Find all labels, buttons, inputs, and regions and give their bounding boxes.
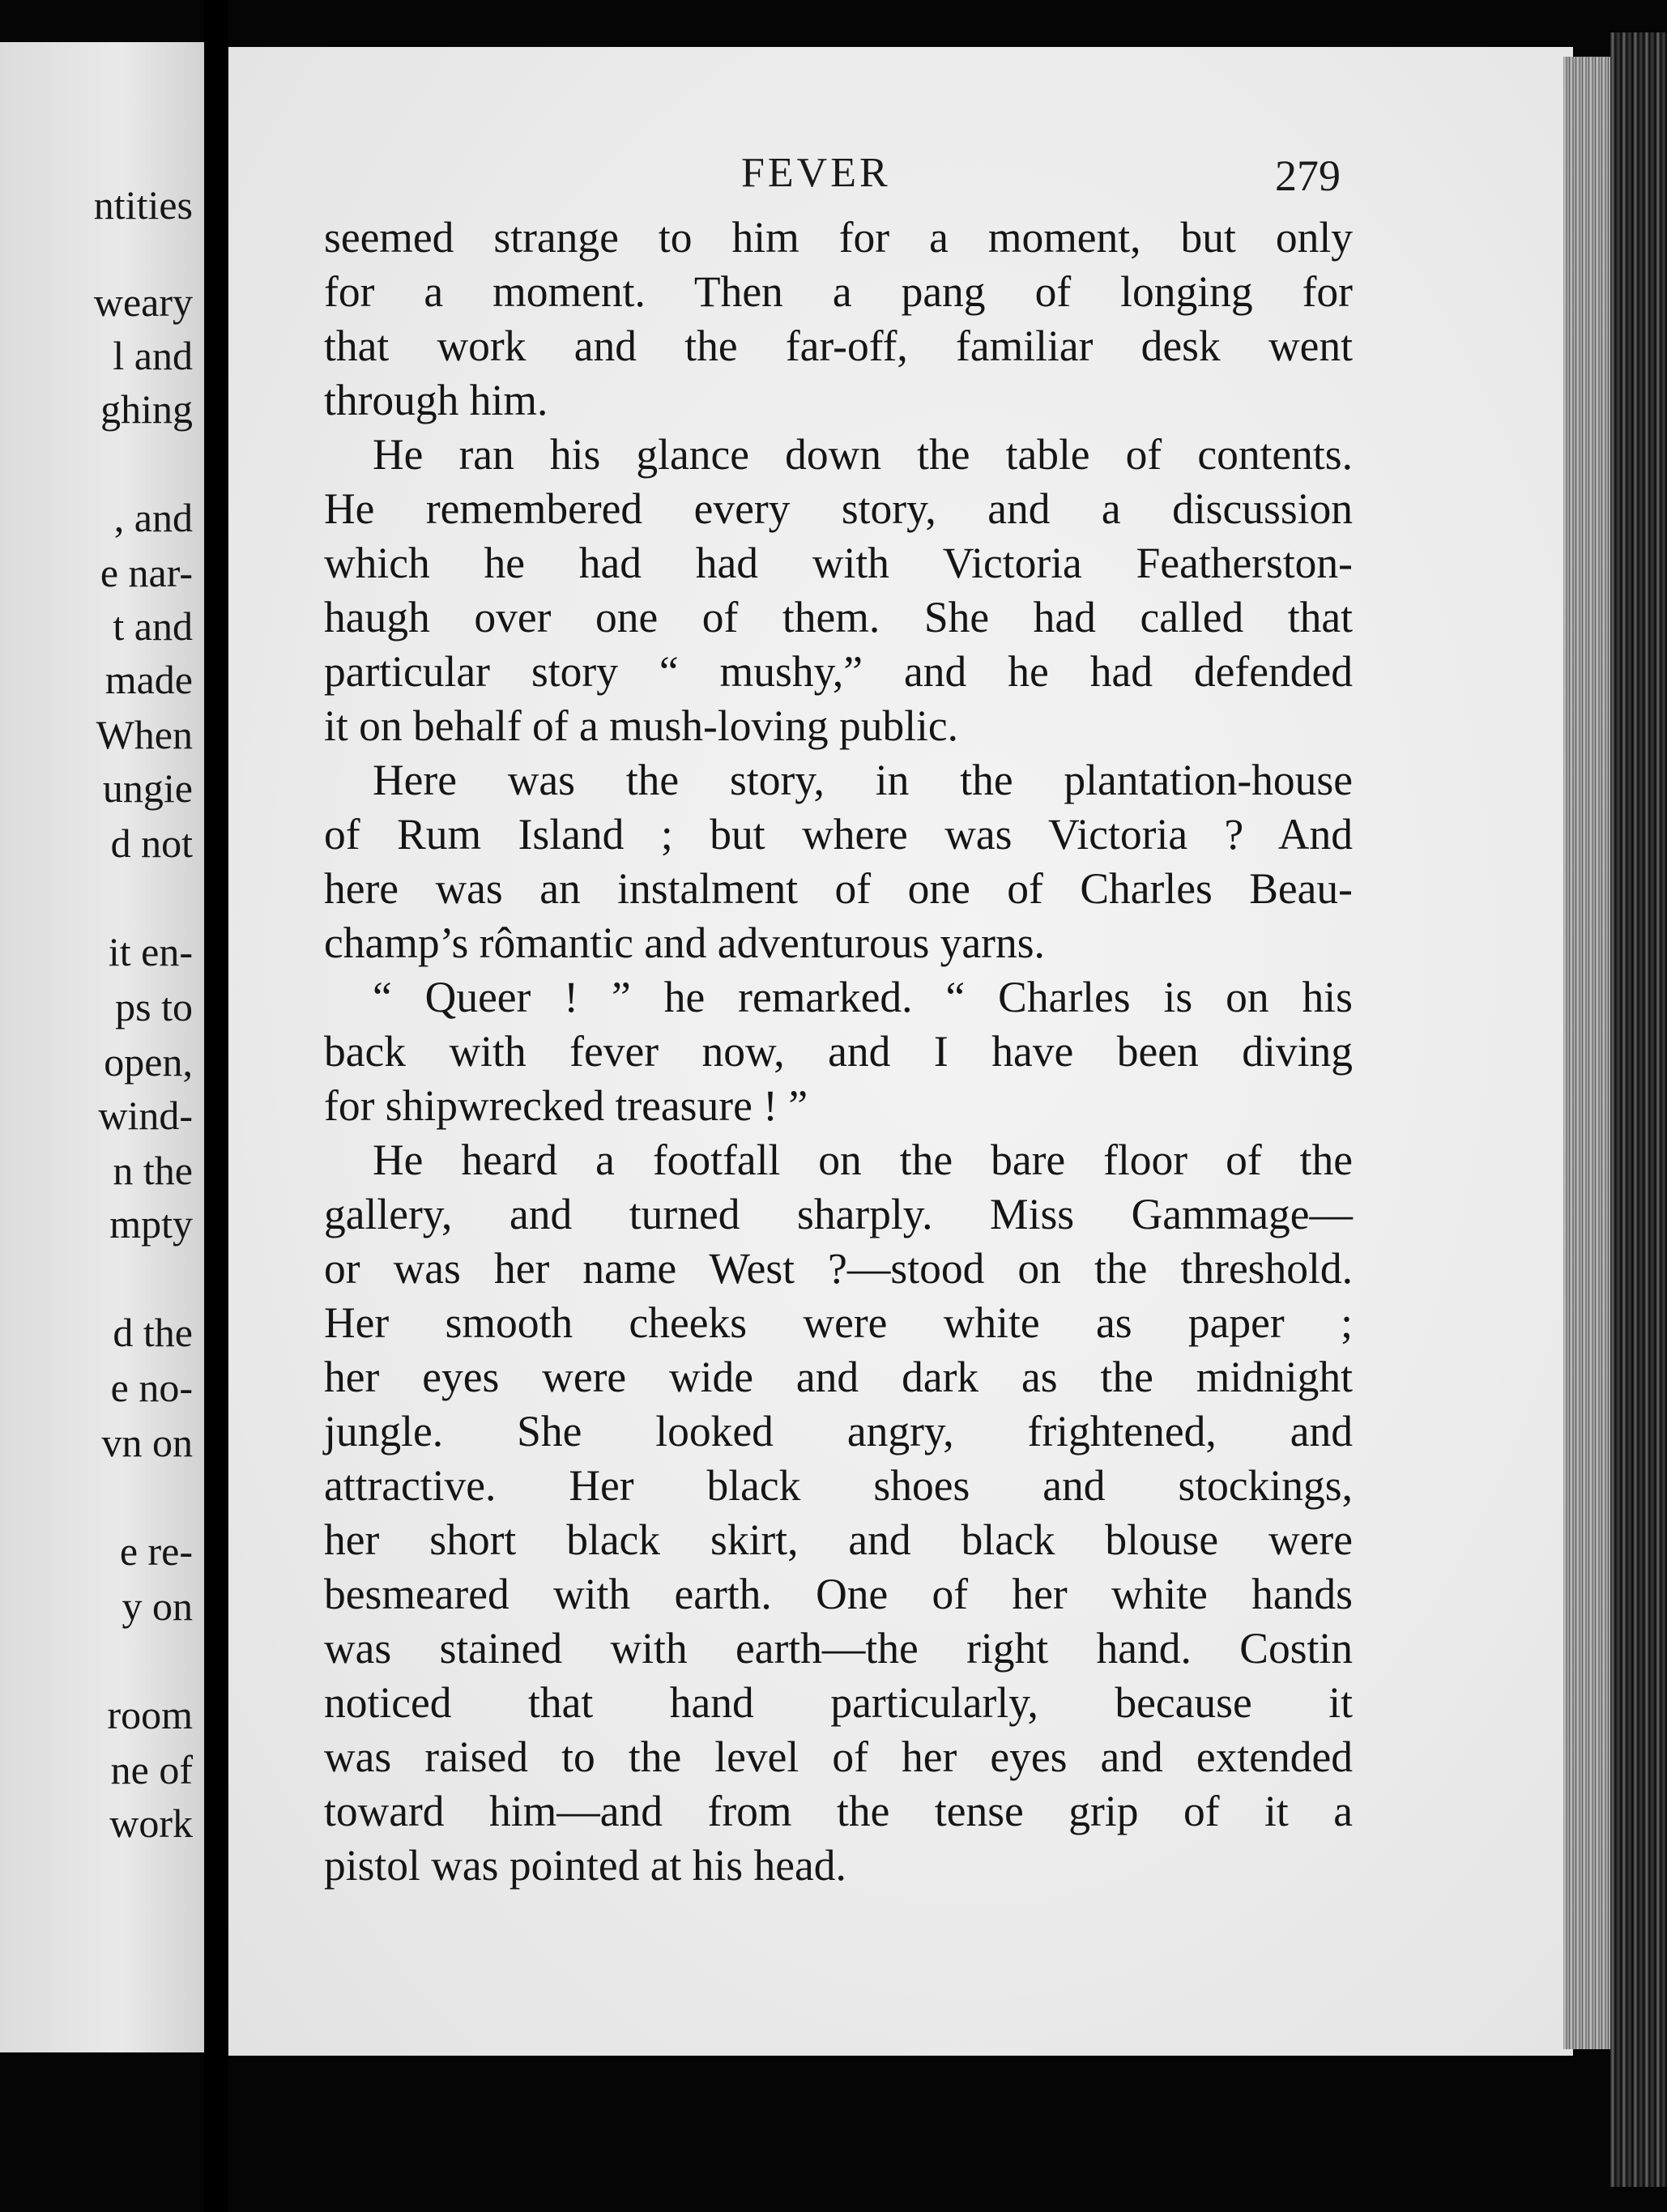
left-page-fragment: e no- [110,1365,193,1410]
page-header [320,149,1341,198]
text-line: which he had had with Victoria Featherston- [324,539,1353,587]
text-line: noticed that hand particularly, because it [324,1678,1353,1727]
body-text [324,211,1353,1893]
paragraph [324,1133,1353,1893]
text-line: her eyes were wide and dark as the midnight [324,1353,1353,1401]
text-line: He ran his glance down the table of contents. [373,430,1353,479]
text-line: for shipwrecked treasure ! ” [324,1081,808,1130]
text-line: her short black skirt, and black blouse were [324,1515,1353,1564]
left-page-fragment: d not [110,820,193,866]
text-line: toward him—and from the tense grip of it a [324,1787,1353,1835]
text-line: seemed strange to him for a moment, but only [324,213,1353,262]
left-page-fragment: open, [104,1039,193,1085]
left-page-fragment: y on [122,1583,193,1629]
left-page-fragment: weary [93,279,193,325]
text-line: besmeared with earth. One of her white hands [324,1570,1353,1618]
text-line: through him. [324,376,548,424]
left-page-fragment: e re- [119,1528,193,1574]
text-line: here was an instalment of one of Charles Beau- [324,864,1353,913]
paragraph [324,970,1353,1133]
book-cover-edge [1610,32,1667,2187]
left-page-fragment: n the [113,1148,193,1193]
left-page-fragment: vn on [101,1420,193,1465]
left-page-fragment: ntities [93,182,193,228]
paragraph [324,753,1353,970]
left-page-fragment: ungie [102,765,193,811]
text-line: He heard a footfall on the bare floor of the [373,1136,1353,1184]
left-page-fragment: ps to [115,984,193,1029]
text-line: Here was the story, in the plantation-house [373,756,1353,804]
paragraph [324,428,1353,753]
left-page-fragment: d the [113,1310,193,1355]
text-line: haugh over one of them. She had called that [324,593,1353,641]
text-line: back with fever now, and I have been diving [324,1027,1353,1076]
left-page-fragment: work [109,1801,193,1846]
text-line: “ Queer ! ” he remarked. “ Charles is on his [373,973,1353,1021]
text-line: pistol was pointed at his head. [324,1841,846,1890]
text-line: jungle. She looked angry, frightened, and [324,1407,1353,1455]
paragraph [324,211,1353,428]
page-fore-edge [1563,57,1610,2049]
text-line: champ’s rômantic and adventurous yarns. [324,918,1045,967]
text-line: He remembered every story, and a discussion [324,484,1353,533]
running-head: FEVER [741,150,891,196]
left-facing-page [0,42,204,2052]
left-page-fragment: ne of [110,1747,193,1792]
page-number: 279 [1275,151,1341,200]
text-line: of Rum Island ; but where was Victoria ? And [324,810,1353,859]
text-line: Her smooth cheeks were white as paper ; [324,1298,1353,1347]
text-line: particular story “ mushy,” and he had defended [324,647,1353,696]
left-page-fragment: , and [113,495,193,540]
text-line: gallery, and turned sharply. Miss Gammage— [324,1190,1353,1238]
left-page-fragment: wind- [98,1093,193,1138]
left-page-fragment: e nar- [100,550,193,595]
text-line: was raised to the level of her eyes and extended [324,1733,1353,1781]
text-line: it on behalf of a mush-loving public. [324,701,959,750]
text-line: attractive. Her black shoes and stockings, [324,1461,1353,1510]
text-line: for a moment. Then a pang of longing for [324,267,1353,316]
left-page-fragment: made [104,657,193,702]
book-gutter [204,0,228,2212]
left-page-fragment: room [107,1692,193,1737]
left-page-fragment: ghing [100,386,193,432]
left-page-fragment: it en- [108,929,193,974]
left-page-fragment: l and [113,333,193,378]
text-line: was stained with earth—the right hand. Costin [324,1624,1353,1673]
text-line: or was her name West ?—stood on the threshold. [324,1244,1353,1293]
text-line: that work and the far-off, familiar desk went [324,322,1353,370]
left-page-fragment: t and [113,603,193,649]
left-page-fragment: When [96,712,193,757]
left-page-fragment: mpty [109,1201,193,1247]
